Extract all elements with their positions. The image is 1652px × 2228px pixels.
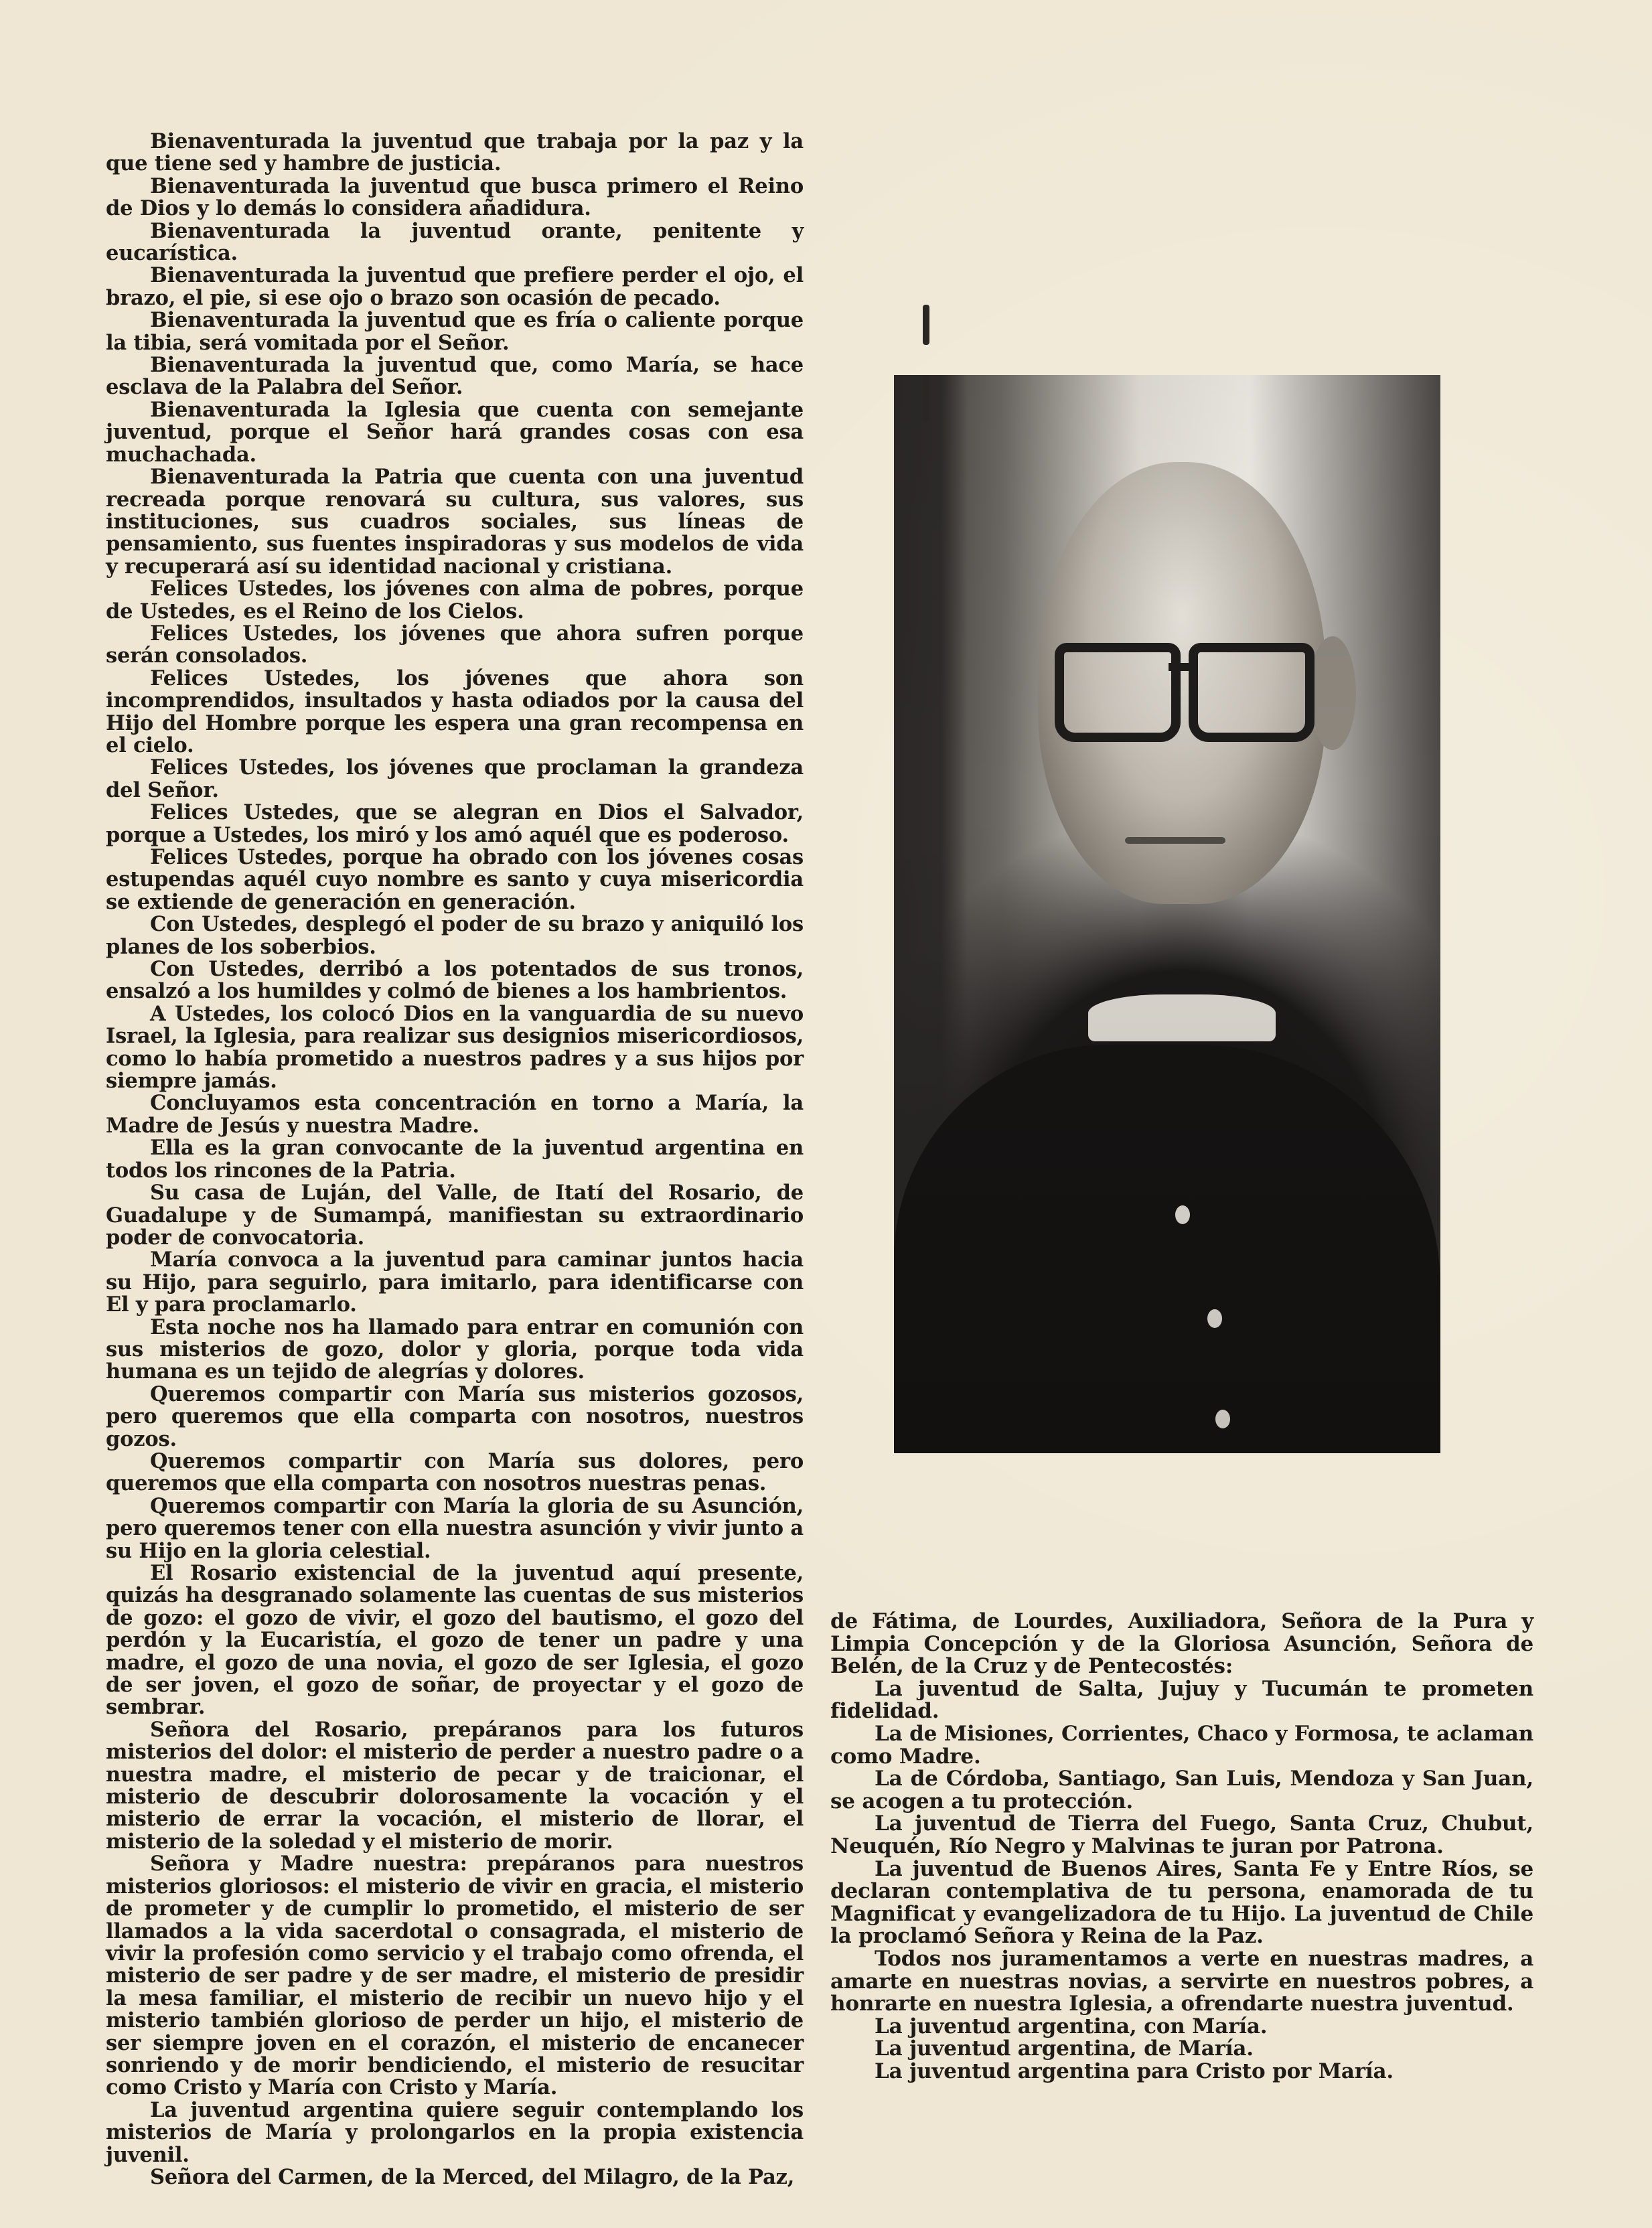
- left-paragraph: Felices Ustedes, que se alegran en Dios el Salvador, porque a Ustedes, los miró y los amó aquél que es poderoso.: [106, 800, 804, 847]
- left-paragraph: Ella es la gran convocante de la juventud argentina en todos los rincones de la Patria.: [106, 1136, 804, 1183]
- left-paragraph: Con Ustedes, desplegó el poder de su brazo y aniquiló los planes de los soberbios.: [106, 912, 804, 959]
- closing-line: La juventud argentina, de María.: [875, 2036, 1254, 2061]
- left-text-column: [106, 131, 804, 2188]
- left-paragraph: Felices Ustedes, los jóvenes que proclaman la grandeza del Señor.: [106, 755, 804, 802]
- left-paragraph: Señora y Madre nuestra: prepáranos para nuestros misterios gloriosos: el misterio de vivir en gracia, el misterio de prometer y de cumplir lo prometido, el misterio de ser llamados a la vida sacerdotal o consagrada, el misterio de vivir la profesión como servicio y el trabajo como ofrenda, el misterio de ser padre y de ser madre, el misterio de presidir la mesa familiar, el misterio de recibir un nuevo hijo y el misterio también glorioso de perder un hijo, el misterio de ser siempre joven en el corazón, el misterio de encanecer sonriendo y de morir bendiciendo, el misterio de resucitar como Cristo y María con Cristo y María.: [106, 1852, 804, 2100]
- left-paragraph: Bienaventurada la juventud que trabaja por la paz y la que tiene sed y hambre de justicia.: [106, 129, 804, 176]
- left-paragraph: Con Ustedes, derribó a los potentados de sus tronos, ensalzó a los humildes y colmó de bienes a los hambrientos.: [106, 957, 804, 1004]
- left-paragraph: Felices Ustedes, porque ha obrado con los jóvenes cosas estupendas aquél cuyo nombre es santo y cuya misericordia se extiende de generación en generación.: [106, 845, 804, 914]
- left-paragraph: Queremos compartir con María la gloria de su Asunción, pero queremos tener con ella nuestra asunción y vivir junto a su Hijo en la gloria celestial.: [106, 1493, 804, 1563]
- right-continuation-paragraph: de Fátima, de Lourdes, Auxiliadora, Señora de la Pura y Limpia Concepción y de la Gloriosa Asunción, Señora de Belén, de la Cruz y de Pentecostés:: [830, 1609, 1533, 1679]
- left-paragraph: Queremos compartir con María sus dolores, pero queremos que ella comparta con nosotros nuestras penas.: [106, 1449, 804, 1496]
- left-paragraph: Bienaventurada la juventud que busca primero el Reino de Dios y lo demás lo considera añadidura.: [106, 173, 804, 221]
- right-paragraph: La juventud de Salta, Jujuy y Tucumán te prometen fidelidad.: [830, 1676, 1533, 1724]
- left-paragraph: Su casa de Luján, del Valle, de Itatí del Rosario, de Guadalupe y de Sumampá, manifiestan su extraordinario poder de convocatoria.: [106, 1181, 804, 1250]
- left-paragraph: Felices Ustedes, los jóvenes con alma de pobres, porque de Ustedes, es el Reino de los Cielos.: [106, 577, 804, 623]
- left-paragraph: María convoca a la juventud para caminar juntos hacia su Hijo, para seguirlo, para imitarlo, para identificarse con El y para proclamarlo.: [106, 1248, 804, 1317]
- right-paragraph: La de Córdoba, Santiago, San Luis, Mendoza y San Juan, se acogen a tu protección.: [830, 1767, 1533, 1813]
- right-paragraph: La juventud de Buenos Aires, Santa Fe y Entre Ríos, se declaran contemplativa de tu persona, enamorada de tu Magnificat y evangelizadora de tu Hijo. La juventud de Chile la proclamó Señora y Reina de la Paz.: [830, 1856, 1533, 1949]
- left-paragraph: Bienaventurada la Patria que cuenta con una juventud recreada porque renovará su cultura, sus valores, sus instituciones, sus cuadros sociales, sus líneas de pensamiento, sus fuentes inspiradoras y sus modelos de vida y recuperará así su identidad nacional y cristiana.: [106, 465, 804, 579]
- closing-line: La juventud argentina, con María.: [875, 2014, 1268, 2038]
- right-paragraph: La juventud de Tierra del Fuego, Santa Cruz, Chubut, Neuquén, Río Negro y Malvinas te juran por Patrona.: [830, 1811, 1533, 1858]
- closing-line: La juventud argentina para Cristo por María.: [875, 2059, 1394, 2083]
- left-paragraph: Felices Ustedes, los jóvenes que ahora son incomprendidos, insultados y hasta odiados por la causa del Hijo del Hombre porque les espera una gran recompensa en el cielo.: [106, 666, 804, 757]
- left-paragraph: A Ustedes, los colocó Dios en la vanguardia de su nuevo Israel, la Iglesia, para realizar sus designios misericordiosos, como lo había prometido a nuestros padres y a sus hijos por siempre jamás.: [106, 1001, 804, 1094]
- left-paragraph: El Rosario existencial de la juventud aquí presente, quizás ha desgranado solamente las cuentas de sus misterios de gozo: el gozo de vivir, el gozo del bautismo, el gozo del perdón y la Eucaristía, el gozo de tener un padre y una madre, el gozo de una novia, el gozo de ser Iglesia, el gozo de ser joven, el gozo de soñar, de proyectar y el gozo de sembrar.: [106, 1561, 804, 1720]
- left-paragraph: Señora del Rosario, prepáranos para los futuros misterios del dolor: el misterio de perder a nuestro padre o a nuestra madre, el misterio de pecar y de traicionar, el misterio de descubrir dolorosamente la vocación y el misterio de errar la vocación, el misterio de llorar, el misterio de la soledad y el misterio de morir.: [106, 1717, 804, 1854]
- left-paragraph: Bienaventurada la juventud que, como María, se hace esclava de la Palabra del Señor.: [106, 353, 804, 400]
- print-mark: [923, 305, 929, 345]
- print-mark: [923, 375, 929, 422]
- left-paragraph: Concluyamos esta concentración en torno a María, la Madre de Jesús y nuestra Madre.: [106, 1091, 804, 1138]
- left-paragraph: Bienaventurada la juventud orante, penitente y eucarística.: [106, 218, 804, 266]
- left-paragraph: Bienaventurada la Iglesia que cuenta con semejante juventud, porque el Señor hará grandes cosas con esa muchachada.: [106, 397, 804, 467]
- left-paragraph: Señora del Carmen, de la Merced, del Milagro, de la Paz,: [150, 2164, 795, 2189]
- left-paragraph: Esta noche nos ha llamado para entrar en comunión con sus misterios de gozo, dolor y gloria, porque toda vida humana es un tejido de alegrías y dolores.: [106, 1315, 804, 1384]
- left-paragraph: La juventud argentina quiere seguir contemplando los misterios de María y prolongarlos en la propia existencia juvenil.: [106, 2097, 804, 2167]
- right-paragraph: La de Misiones, Corrientes, Chaco y Formosa, te aclaman como Madre.: [830, 1721, 1533, 1769]
- left-paragraph: Bienaventurada la juventud que prefiere perder el ojo, el brazo, el pie, si ese ojo o brazo son ocasión de pecado.: [106, 263, 804, 310]
- left-paragraph: Felices Ustedes, los jóvenes que ahora sufren porque serán consolados.: [106, 621, 804, 668]
- left-paragraph: Queremos compartir con María sus misterios gozosos, pero queremos que ella comparta con nosotros, nuestros gozos.: [106, 1382, 804, 1451]
- left-paragraph: Bienaventurada la juventud que es fría o caliente porque la tibia, será vomitada por el Señor.: [106, 308, 804, 355]
- right-paragraph: Todos nos juramentamos a verte en nuestras madres, a amarte en nuestras novias, a servirte en nuestros pobres, a honrarte en nuestra Iglesia, a ofrendarte nuestra juventud.: [830, 1946, 1533, 2016]
- priest-portrait-photo: [894, 375, 1440, 1453]
- right-text-column: [830, 1611, 1533, 2083]
- photo-shading: [894, 375, 1440, 1453]
